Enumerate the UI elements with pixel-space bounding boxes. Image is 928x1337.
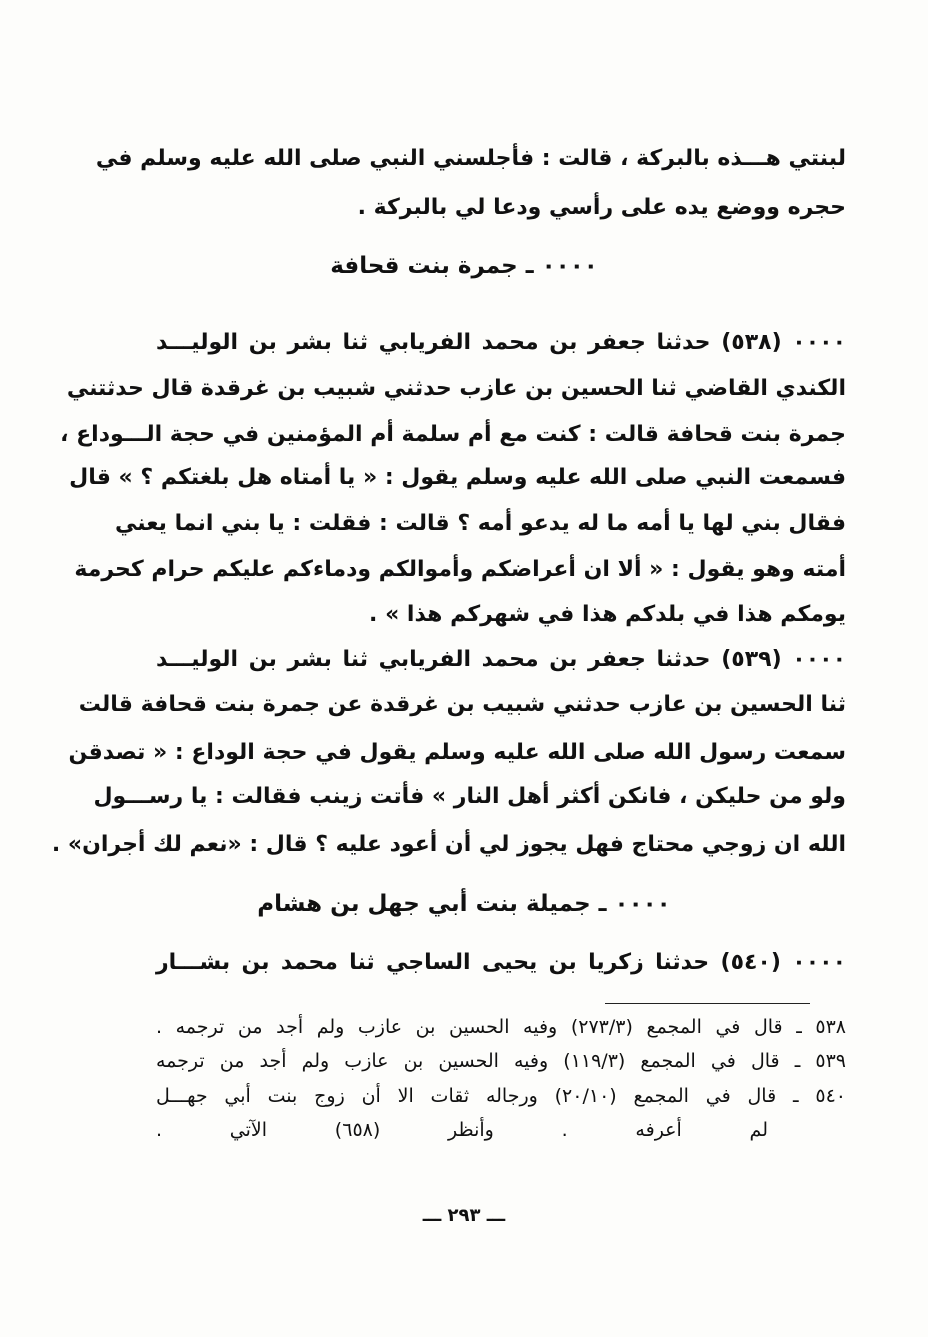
text-line: ثنا الحسين بن عازب حدثني شبيب بن غرقدة عن جمرة بنت قحافة قالت <box>78 692 846 717</box>
footnote-line: ٥٤٠ ـ قال في المجمع (٢٠/١٠) ورجاله ثقات الا أن زوج بنت أبي جهـــل <box>156 1085 846 1107</box>
text-line: الكندي القاضي ثنا الحسين بن عازب حدثني شبيب بن غرقدة قال حدثتني <box>66 376 846 401</box>
text-line: سمعت رسول الله صلى الله عليه وسلم يقول في حجة الوداع : « تصدقن <box>68 740 846 765</box>
text-line: ٠٠٠٠ (٥٣٨) حدثنا جعفر بن محمد الفريابي ثنا بشر بن الوليـــد <box>156 330 847 355</box>
text-line: أمته وهو يقول : « ألا ان أعراضكم وأموالكم ودماءكم عليكم حرام كحرمة <box>74 557 846 582</box>
footnote-line: لم أعرفه . وأنظر (٦٥٨) الآتي . <box>156 1119 768 1141</box>
text-line: ٠٠٠٠ (٥٤٠) حدثنا زكريا بن يحيى الساجي ثنا محمد بن بشـــار <box>156 950 847 975</box>
section-heading: ٠٠٠٠ ـ جميلة بنت أبي جهل بن هشام <box>257 891 671 917</box>
text-line: لبنتي هـــذه بالبركة ، قالت : فأجلسني النبي صلى الله عليه وسلم في <box>95 146 846 171</box>
text-line: فقال بني لها يا أمه ما له يدعو أمه ؟ قالت : فقلت : يا بني انما يعني <box>115 511 846 536</box>
text-line: حجره ووضع يده على رأسي ودعا لي بالبركة . <box>357 195 846 220</box>
text-line: جمرة بنت قحافة قالت : كنت مع أم سلمة أم المؤمنين في حجة الـــوداع ، <box>60 422 846 447</box>
footnote-separator <box>605 1003 810 1004</box>
footnote-line: ٥٣٨ ـ قال في المجمع (٢٧٣/٣) وفيه الحسين بن عازب ولم أجد من ترجمه . <box>156 1016 846 1038</box>
text-line: ٠٠٠٠ (٥٣٩) حدثنا جعفر بن محمد الفريابي ثنا بشر بن الوليـــد <box>156 647 847 672</box>
page-number: ـــ ٢٩٣ ـــ <box>422 1205 506 1226</box>
footnote-line: ٥٣٩ ـ قال في المجمع (١١٩/٣) وفيه الحسين بن عازب ولم أجد من ترجمه <box>156 1050 846 1072</box>
text-line: فسمعت النبي صلى الله عليه وسلم يقول : « يا أمتاه هل بلغتكم ؟ » قال <box>69 465 846 490</box>
text-line: ولو من حليكن ، فانكن أكثر أهل النار » فأتت زينب فقالت : يا رســـول <box>93 784 846 809</box>
text-line: يومكم هذا في بلدكم هذا في شهركم هذا » . <box>369 602 846 627</box>
text-line: الله ان زوجي محتاج فهل يجوز لي أن أعود عليه ؟ قال : «نعم لك أجران» . <box>51 832 846 857</box>
section-heading: ٠٠٠٠ ـ جمرة بنت قحافة <box>330 253 598 279</box>
